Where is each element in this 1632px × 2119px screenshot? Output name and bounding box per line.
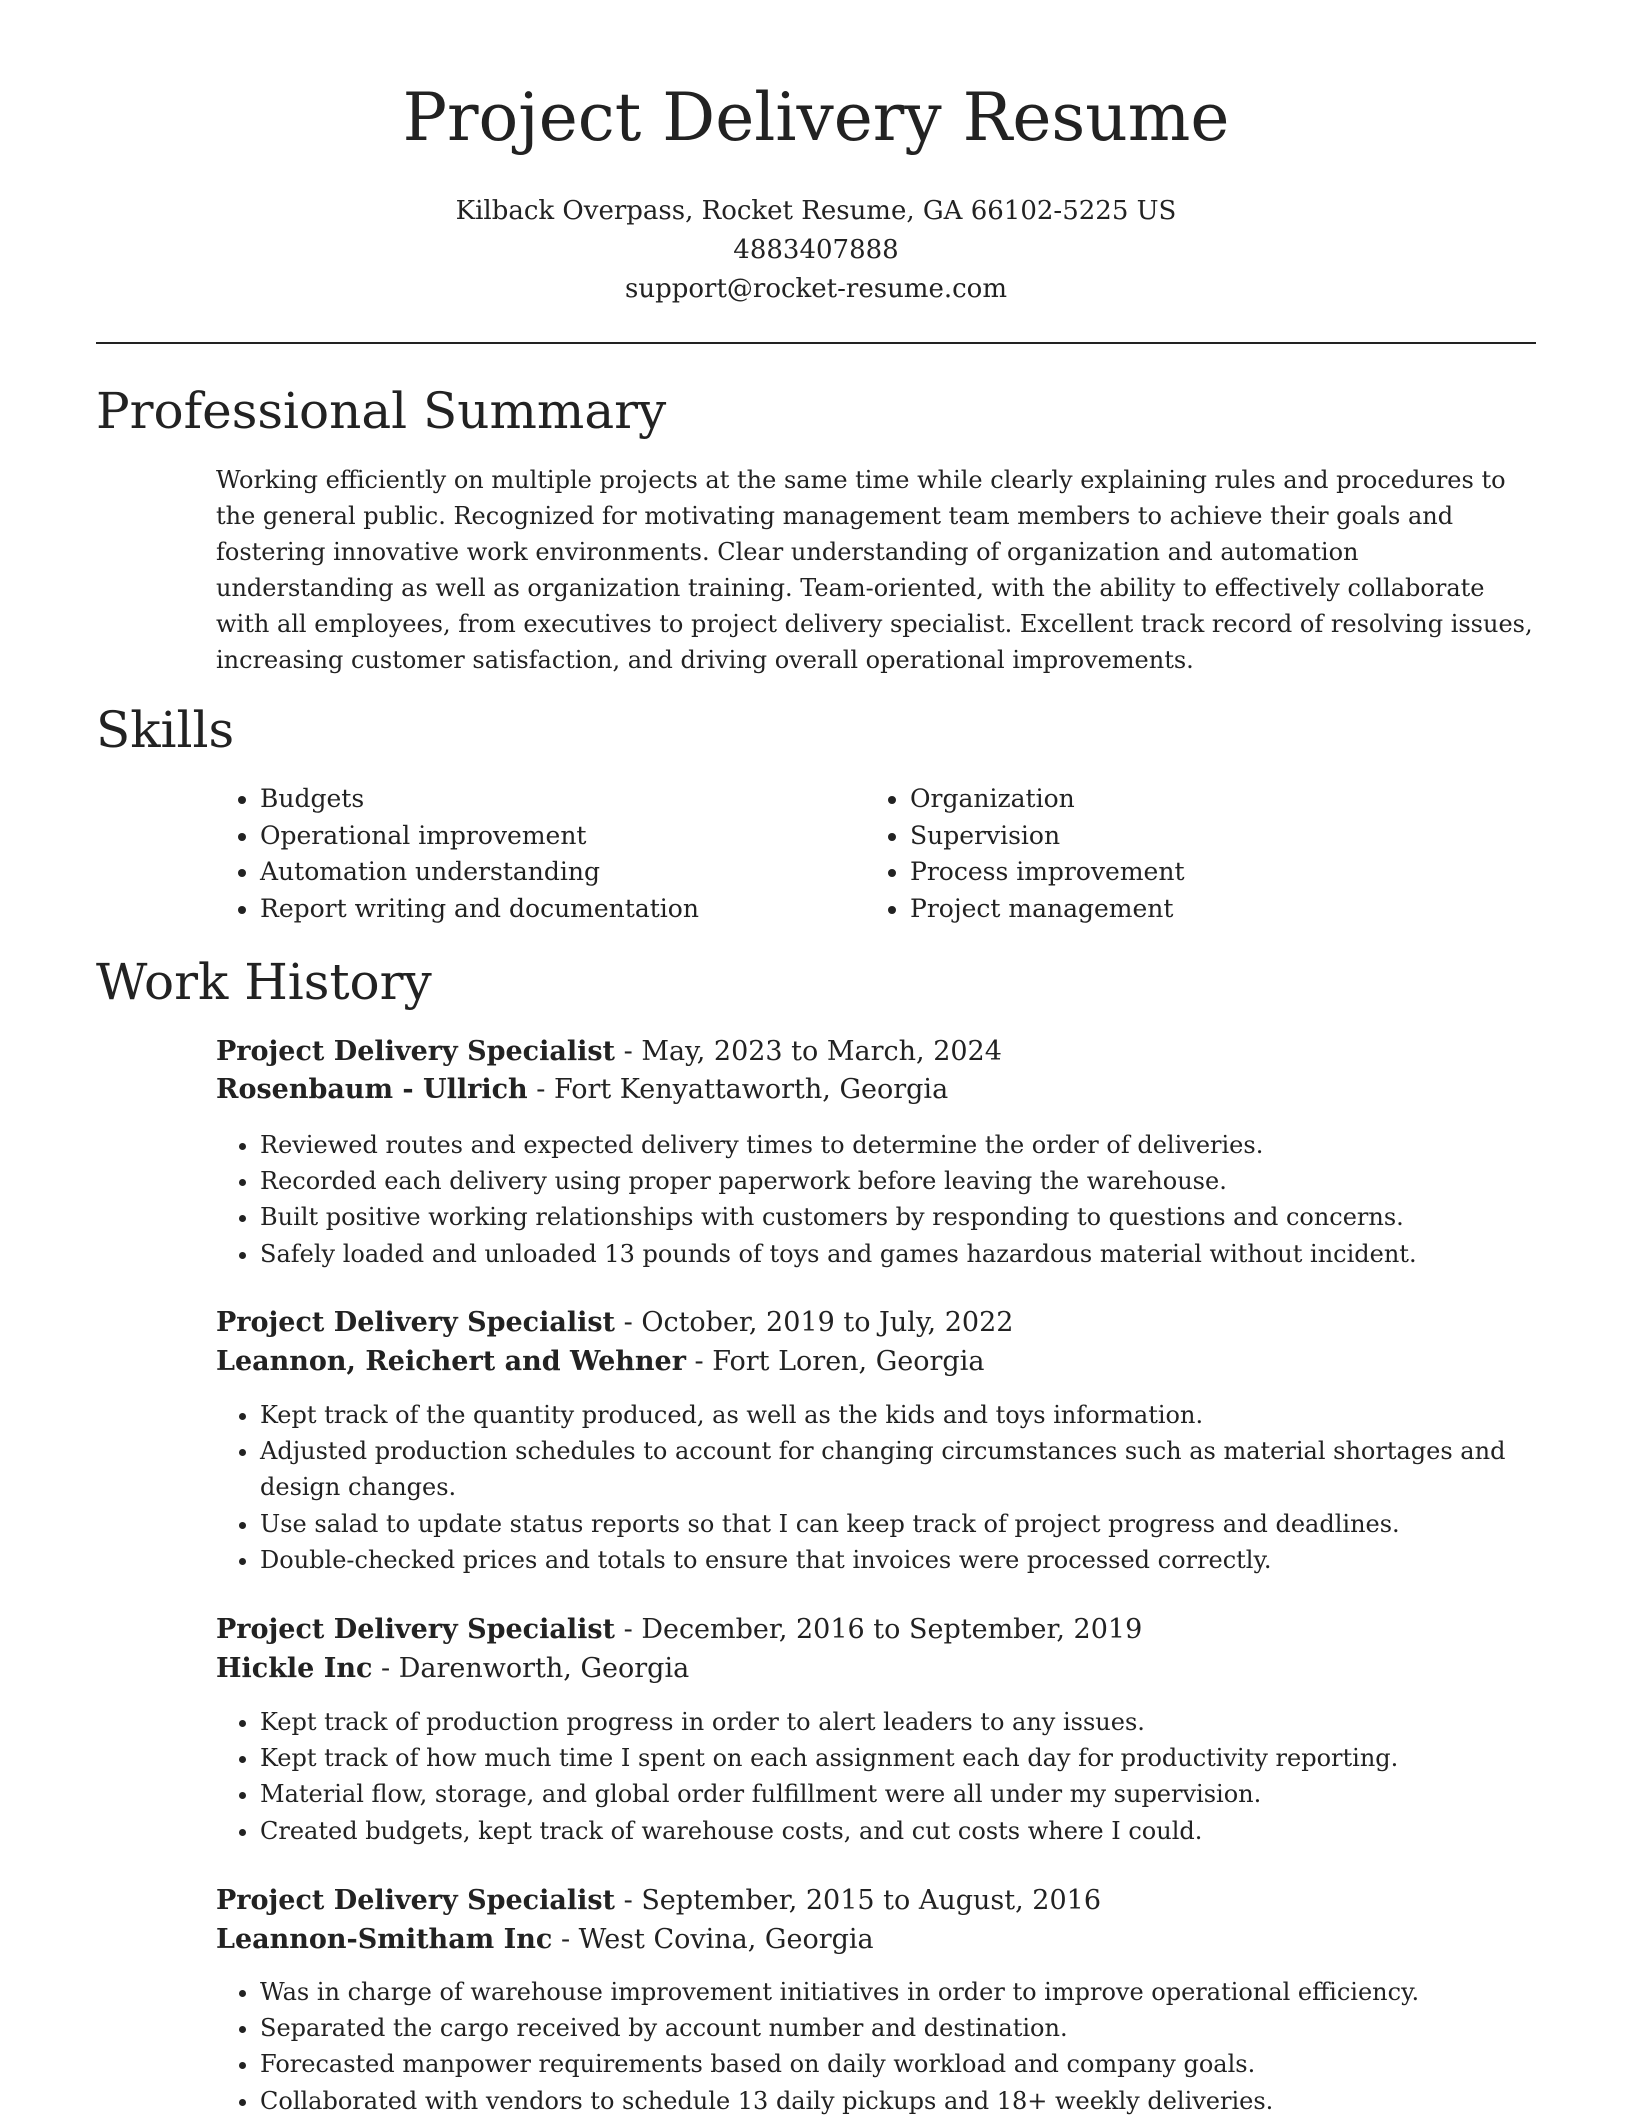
list-item: • Kept track of production progress in order to alert leaders to any issues. <box>260 1704 1570 1740</box>
job-bullets <box>216 1974 1570 2119</box>
list-item: • Process improvement <box>910 854 1510 891</box>
skills-list-right <box>866 781 1510 927</box>
skills-heading: Skills <box>96 701 235 759</box>
job-bullets <box>216 1127 1570 1272</box>
work-history-heading: Work History <box>96 953 432 1011</box>
list-item: • Created budgets, kept track of warehouse costs, and cut costs where I could. <box>260 1813 1570 1849</box>
job-bullets <box>216 1397 1570 1578</box>
job-company: Rosenbaum - Ullrich <box>216 1074 528 1105</box>
skills-list-left <box>216 781 860 927</box>
job-role: Project Delivery Specialist <box>216 1036 616 1067</box>
contact-info <box>0 192 1632 309</box>
list-item: • Organization <box>910 781 1510 818</box>
job-company: Hickle Inc <box>216 1653 373 1684</box>
job-title-line: Project Delivery Specialist - December, 2016 to September, 2019 <box>216 1614 1143 1645</box>
header-divider <box>96 342 1536 344</box>
list-item: • Budgets <box>260 781 860 818</box>
job-location: West Covina, Georgia <box>578 1924 874 1955</box>
list-item: • Kept track of how much time I spent on each assignment each day for productivity reporting. <box>260 1740 1570 1776</box>
job-dates: December, 2016 to September, 2019 <box>641 1614 1143 1645</box>
list-item: • Reviewed routes and expected delivery times to determine the order of deliveries. <box>260 1127 1570 1163</box>
summary-heading: Professional Summary <box>96 382 667 440</box>
phone-text: 4883407888 <box>733 235 899 265</box>
job-company-line: Leannon, Reichert and Wehner - Fort Loren, Georgia <box>216 1346 985 1377</box>
job-company: Leannon-Smitham Inc <box>216 1924 553 1955</box>
list-item: • Kept track of the quantity produced, as well as the kids and toys information. <box>260 1397 1570 1433</box>
address-text: Kilback Overpass, Rocket Resume, GA 66102-5225 US <box>455 196 1177 226</box>
list-item: • Was in charge of warehouse improvement initiatives in order to improve operational efficiency. <box>260 1974 1570 2010</box>
job-location: Fort Loren, Georgia <box>712 1346 985 1377</box>
list-item: • Report writing and documentation <box>260 891 860 928</box>
job-role: Project Delivery Specialist <box>216 1885 616 1916</box>
list-item: • Safely loaded and unloaded 13 pounds of toys and games hazardous material without incident. <box>260 1236 1570 1272</box>
job-company-line: Leannon-Smitham Inc - West Covina, Georgia <box>216 1924 874 1955</box>
job-location: Darenworth, Georgia <box>398 1653 690 1684</box>
summary-text: Working efficiently on multiple projects at the same time while clearly explaining rules and procedures to the general public. Recognized for motivating management team members to achieve their goals and fostering innovative work environments. Clear understanding of organization and automation understanding as well as organization training. Team-oriented, with the ability to effectively collaborate with all employees, from executives to project delivery specialist. Excellent track record of resolving issues, increasing customer satisfaction, and driving overall operational improvements. <box>216 466 1533 674</box>
list-item: • Recorded each delivery using proper paperwork before leaving the warehouse. <box>260 1163 1570 1199</box>
job-title-line: Project Delivery Specialist - October, 2019 to July, 2022 <box>216 1307 1014 1338</box>
email-text: support@rocket-resume.com <box>624 274 1007 304</box>
list-item: • Forecasted manpower requirements based on daily workload and company goals. <box>260 2046 1570 2082</box>
list-item: • Supervision <box>910 818 1510 855</box>
list-item: • Material flow, storage, and global order fulfillment were all under my supervision. <box>260 1776 1570 1812</box>
list-item: • Built positive working relationships with customers by responding to questions and concerns. <box>260 1199 1570 1235</box>
job-role: Project Delivery Specialist <box>216 1614 616 1645</box>
list-item: • Automation understanding <box>260 854 860 891</box>
list-item: • Use salad to update status reports so that I can keep track of project progress and deadlines. <box>260 1506 1570 1542</box>
list-item: • Double-checked prices and totals to ensure that invoices were processed correctly. <box>260 1542 1570 1578</box>
job-dates: October, 2019 to July, 2022 <box>641 1307 1014 1338</box>
list-item: • Adjusted production schedules to account for changing circumstances such as material shortages and design changes. <box>260 1433 1570 1505</box>
job-role: Project Delivery Specialist <box>216 1307 616 1338</box>
job-bullets <box>216 1704 1570 1849</box>
job-title-line: Project Delivery Specialist - September, 2015 to August, 2016 <box>216 1885 1101 1916</box>
list-item: • Separated the cargo received by account number and destination. <box>260 2010 1570 2046</box>
resume-title: Project Delivery Resume <box>402 79 1230 156</box>
list-item: • Collaborated with vendors to schedule 13 daily pickups and 18+ weekly deliveries. <box>260 2083 1570 2119</box>
list-item: • Project management <box>910 891 1510 928</box>
job-dates: May, 2023 to March, 2024 <box>641 1036 1002 1067</box>
job-company: Leannon, Reichert and Wehner <box>216 1346 686 1377</box>
job-dates: September, 2015 to August, 2016 <box>641 1885 1101 1916</box>
list-item: • Operational improvement <box>260 818 860 855</box>
job-company-line: Rosenbaum - Ullrich - Fort Kenyattaworth, Georgia <box>216 1074 949 1105</box>
job-company-line: Hickle Inc - Darenworth, Georgia <box>216 1653 690 1684</box>
job-title-line: Project Delivery Specialist - May, 2023 to March, 2024 <box>216 1036 1002 1067</box>
job-location: Fort Kenyattaworth, Georgia <box>553 1074 949 1105</box>
